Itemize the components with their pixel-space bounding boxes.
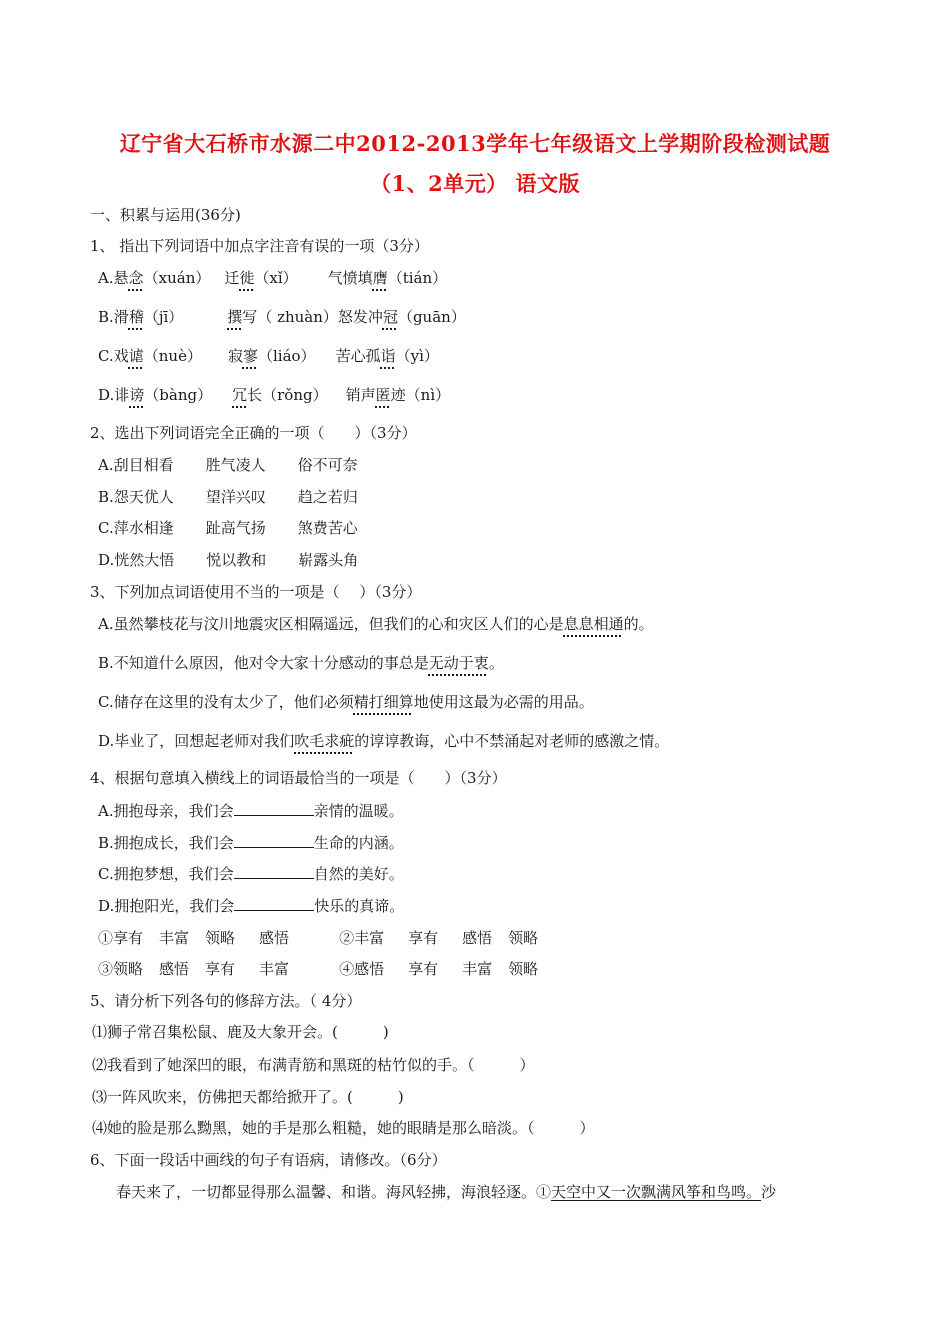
- q4-choice-row-1: ①享有 丰富 领略 感悟 ②丰富 享有 感悟 领略: [98, 929, 539, 947]
- fill-blank: [234, 801, 314, 816]
- q4-stem: 4、根据句意填入横线上的词语最恰当的一项是（ ）（3分）: [90, 769, 507, 787]
- q2-option-a: A.刮目相看 胜气凌人 俗不可奈: [98, 456, 358, 474]
- q6-paragraph: 春天来了，一切都显得那么温馨、和谐。海风轻拂，海浪轻逐。①天空中又一次飘满风筝和鸟鸣。沙: [116, 1183, 777, 1201]
- q6-stem: 6、下面一段话中画线的句子有语病，请修改。（6分）: [90, 1151, 447, 1169]
- q2-option-c: C.萍水相逢 趾高气扬 煞费苦心: [98, 519, 358, 537]
- q3-option-b: B.不知道什么原因，他对令大家十分感动的事总是无动于衷。: [98, 654, 504, 672]
- q1-option-c: C.戏谑（nuè） 寂寥（liáo） 苦心孤诣（yì）: [98, 347, 439, 365]
- document-title-line1: 辽宁省大石桥市水源二中2012-2013学年七年级语文上学期阶段检测试题: [119, 131, 831, 156]
- q5-item-4: ⑷她的脸是那么黝黑，她的手是那么粗糙，她的眼睛是那么暗淡。（ ）: [92, 1119, 595, 1137]
- q2-stem: 2、选出下列词语完全正确的一项（ ）（3分）: [90, 424, 417, 442]
- q2-option-d: D.恍然大悟 悦以教和 崭露头角: [98, 551, 359, 569]
- q3-stem: 3、下列加点词语使用不当的一项是（ ）（3分）: [90, 583, 422, 601]
- q4-line-c: C.拥抱梦想，我们会 自然的美好。: [98, 865, 404, 883]
- q3-option-c: C.储存在这里的没有太少了，他们必须精打细算地使用这最为必需的用品。: [98, 693, 594, 711]
- fill-blank: [234, 896, 314, 911]
- q3-option-a: A.虽然攀枝花与汶川地震灾区相隔遥远，但我们的心和灾区人们的心是息息相通的。: [98, 615, 654, 633]
- section-heading: 一、积累与运用(36分): [90, 206, 241, 224]
- q1-stem: 1、 指出下列词语中加点字注音有误的一项（3分）: [90, 237, 429, 255]
- q4-line-b: B.拥抱成长，我们会 生命的内涵。: [98, 834, 404, 852]
- q5-item-2: ⑵我看到了她深凹的眼，布满青筋和黑斑的枯竹似的手。（ ）: [92, 1056, 535, 1074]
- fill-blank: [234, 833, 314, 848]
- q4-line-a: A.拥抱母亲，我们会 亲情的温暖。: [98, 802, 404, 820]
- q1-option-b: B.滑稽（jī） 撰写（ zhuàn）怒发冲冠（guān）: [98, 308, 466, 326]
- q5-item-1: ⑴狮子常召集松鼠、鹿及大象开会。( ): [92, 1023, 389, 1041]
- document-title-line2: （1、2单元） 语文版: [369, 171, 581, 196]
- q4-choice-row-2: ③领略 感悟 享有 丰富 ④感悟 享有 丰富 领略: [98, 960, 539, 978]
- q5-stem: 5、请分析下列各句的修辞方法。（ 4分）: [90, 992, 362, 1010]
- q5-item-3: ⑶一阵风吹来，仿佛把天都给掀开了。( ): [92, 1088, 404, 1106]
- q3-option-d: D.毕业了，回想起老师对我们吹毛求疵的谆谆教诲，心中不禁涌起对老师的感激之情。: [98, 732, 670, 750]
- q1-option-d: D.诽谤（bàng） 冗长（rǒng） 销声匿迹（nì）: [98, 386, 451, 404]
- q2-option-b: B.怨天优人 望洋兴叹 趋之若归: [98, 488, 358, 506]
- q1-option-a: A.悬念（xuán） 迁徙（xǐ） 气愤填膺（tián）: [98, 269, 448, 287]
- underlined-sentence: 天空中又一次飘满风筝和鸟鸣。: [551, 1183, 762, 1201]
- fill-blank: [234, 864, 314, 879]
- q4-line-d: D.拥抱阳光，我们会 快乐的真谛。: [98, 897, 405, 915]
